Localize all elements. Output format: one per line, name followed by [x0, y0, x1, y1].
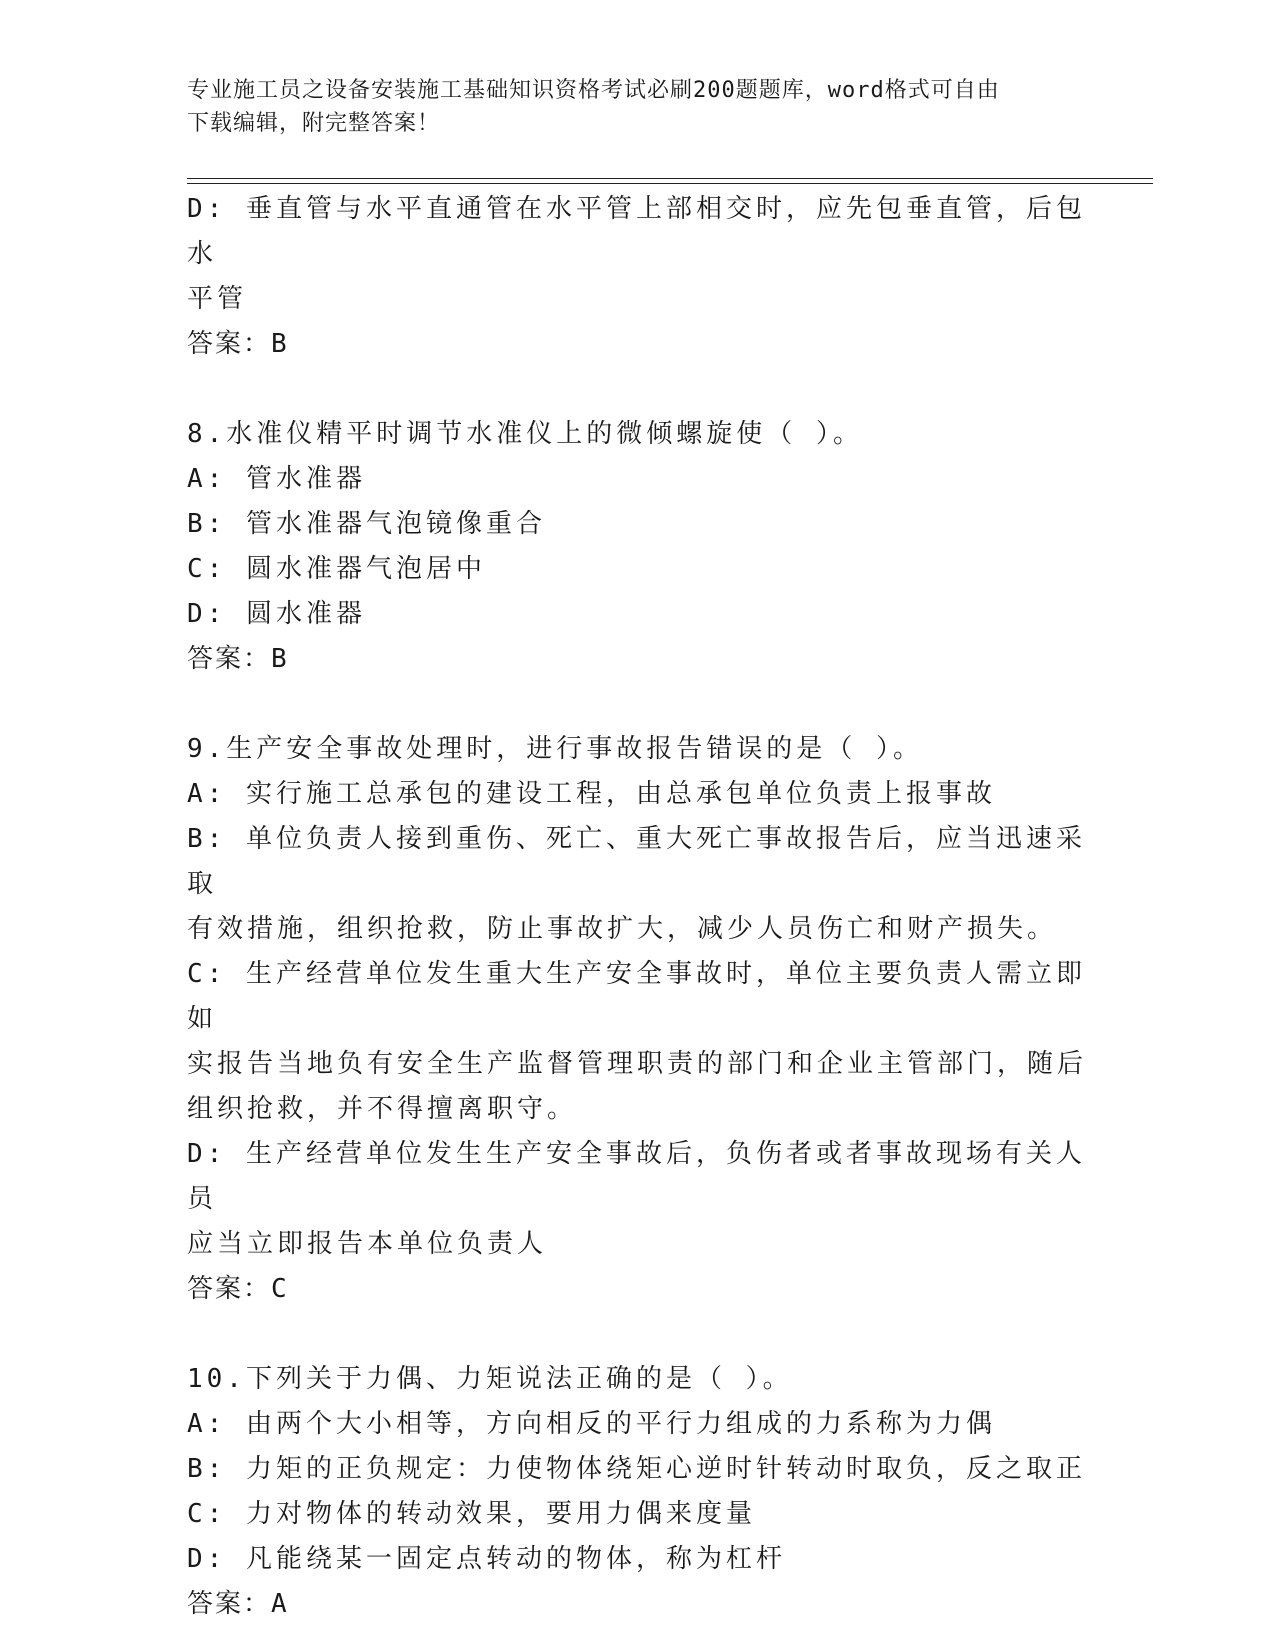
option-c: C: 生产经营单位发生重大生产安全事故时，单位主要负责人需立即如 [187, 959, 1086, 1034]
answer: 答案：C [187, 1274, 289, 1304]
question-10 [187, 1357, 1087, 1627]
question-9 [187, 727, 1087, 1312]
option-b-continued: 有效措施，组织抢救，防止事故扩大，减少人员伤亡和财产损失。 [187, 914, 1058, 944]
spacer [187, 1312, 1087, 1357]
document-header [187, 74, 1067, 140]
option-d: D: 生产经营单位发生生产安全事故后，负伤者或者事故现场有关人员 [187, 1139, 1086, 1214]
option-d: D: 垂直管与水平直通管在水平管上部相交时，应先包垂直管，后包水 [187, 194, 1086, 269]
header-line-2: 下载编辑，附完整答案！ [187, 111, 441, 136]
option-c: C: 圆水准器气泡居中 [187, 554, 486, 584]
option-d: D: 凡能绕某一固定点转动的物体，称为杠杆 [187, 1544, 786, 1574]
header-line-1: 专业施工员之设备安装施工基础知识资格考试必刷200题题库，word格式可自由 [187, 78, 1000, 103]
option-d: D: 圆水准器 [187, 599, 366, 629]
question-8 [187, 412, 1087, 682]
spacer [187, 682, 1087, 727]
answer: 答案：A [187, 1589, 289, 1619]
option-c-continued-2: 组织抢救，并不得擅离职守。 [187, 1094, 578, 1124]
option-b: B: 单位负责人接到重伤、死亡、重大死亡事故报告后，应当迅速采取 [187, 824, 1086, 899]
option-d-continued: 应当立即报告本单位负责人 [187, 1229, 548, 1259]
option-c: C: 力对物体的转动效果，要用力偶来度量 [187, 1499, 756, 1529]
option-c-continued: 实报告当地负有安全生产监督管理职责的部门和企业主管部门，随后 [187, 1049, 1088, 1079]
header-divider-bottom [187, 183, 1153, 184]
option-b: B: 管水准器气泡镜像重合 [187, 509, 546, 539]
question-content [187, 187, 1087, 1627]
option-d-continued: 平管 [187, 284, 248, 314]
header-divider-top [187, 178, 1153, 179]
question-stem: 8.水准仪精平时调节水准仪上的微倾螺旋使（ ）。 [187, 419, 863, 449]
option-b: B: 力矩的正负规定：力使物体绕矩心逆时针转动时取负，反之取正 [187, 1454, 1086, 1484]
previous-question-tail [187, 187, 1087, 367]
answer: 答案：B [187, 329, 289, 359]
spacer [187, 367, 1087, 412]
option-a: A: 实行施工总承包的建设工程，由总承包单位负责上报事故 [187, 779, 996, 809]
answer: 答案：B [187, 644, 289, 674]
option-a: A: 由两个大小相等，方向相反的平行力组成的力系称为力偶 [187, 1409, 996, 1439]
question-stem: 9.生产安全事故处理时，进行事故报告错误的是（ ）。 [187, 734, 923, 764]
question-stem: 10.下列关于力偶、力矩说法正确的是（ ）。 [187, 1364, 793, 1394]
option-a: A: 管水准器 [187, 464, 366, 494]
